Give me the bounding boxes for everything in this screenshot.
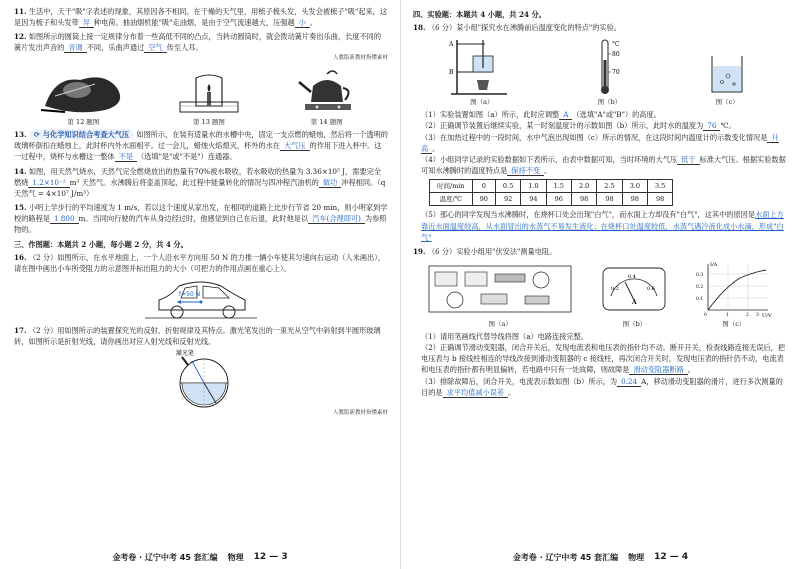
table-row [430,193,673,206]
table-cell: 92 [495,193,520,206]
figure-19a [425,260,575,329]
answer-blank: 1.2×10⁻² [28,178,69,188]
question-number: 13. [14,130,27,140]
answer-blank: A [559,110,572,120]
temperature-table [429,179,673,206]
page-number: 12 — 3 [253,552,288,563]
figure-caption: 图（c） [715,98,739,107]
question-number: 19. [413,246,426,256]
question-text: 。 [508,387,516,397]
table-cell: 3.0 [622,180,647,193]
source-stamp: 人教版新教材指懂素材 [332,410,388,417]
question-text: 小明上学步行的平均速度为 1 m/s，若以这个速度从家出发，在相同的道路上比步行节省 20 min，则小明家到学校的路程是 [14,203,388,224]
axis-label: I/A [709,261,718,268]
question-text: 的作用下进入杯中。这一过程中，烧杯与水槽这一整体 [14,141,382,162]
scale-tick: 70 [612,69,621,77]
question-number: 15. [14,203,27,213]
question-number: 11. [14,7,27,16]
source-stamp: 人教版新教材指懂素材 [332,54,388,61]
question-number: 12. [14,32,27,42]
tick-label: 2 [745,312,749,318]
meter-tick: 0.6 [647,285,656,292]
link-icon: ⟳ [33,130,40,140]
table-cell: 1.0 [521,180,546,193]
question-text: （3）在加热过程中的一段时间，水中气泡出现如图（c）所示的情况，在这段时间内温度计的示数变化情况是 [421,132,768,142]
thermometer-illustration [584,36,634,96]
question-18-part-2 [413,120,786,131]
answer-blank: 滑动变阻器断路 [629,365,687,375]
ammeter-illustration [599,260,669,318]
question-18-part-4 [413,154,786,176]
music-box-illustration [35,66,131,116]
question-19 [413,246,786,398]
boiling-apparatus-illustration [447,36,517,96]
question-number: 16. [14,252,27,262]
candle-cup-illustration [174,66,244,116]
question-text: ℃。 [720,121,736,131]
table-cell: 1.5 [546,180,571,193]
scale-unit: °C [612,41,621,49]
figure-caption: 图（a） [470,98,494,107]
right-page [400,0,800,569]
question-text: （2 分）用如图所示的装置探究光的反射、折射规律及其特点。激光笔发出的一束光从空气中斜射到半圆形玻璃砖，如图所示是折射光线，请你画出对应入射光线和反射光线。 [14,326,381,347]
iu-graph [694,260,774,318]
question-text: m。当同向行驶的汽车从身边经过时，他感觉到自己在后退，此时他是以 [78,214,309,224]
series-title: 金考卷 · 辽宁中考 45 套汇编 [112,552,218,562]
question-text: （4）小组同学记录的实验数据如下表所示，由表中数据可知，当时环境的大气压 [421,154,678,164]
series-title: 金考卷 · 辽宁中考 45 套汇编 [512,552,619,562]
figure-13 [174,66,244,127]
figures-18 [413,35,786,107]
question-text: 如图所示的圆筒上接一定规律分布着一些高低不同的凸点，当转动圆筒时，就会拨动簧片奏出乐曲，长度不同的簧片发出声音的 [14,32,382,53]
meter-tick: 0.4 [628,273,637,280]
figures-12-14 [14,65,388,127]
figure-17 [14,347,388,409]
answer-blank: 保持不变 [507,166,544,176]
table-cell: 96 [546,193,571,206]
question-text: 。 [687,365,695,375]
figure-caption: 第 12 题图 [67,118,100,127]
question-text: 如图所示，在装有适量水的水槽中央，固定一支点燃的蜡烛，然后将一个透明的玻璃杯倒扣在蜡烛上，此时杯内外水面相平。过一会儿，蜡烛火焰熄灭，杯外的水在 [14,130,388,151]
question-number: 18. [413,23,426,33]
question-18-part-1 [413,109,786,120]
question-text: 种电荷。抽油烟机能"吸"走油烟，是由于空气流速越大，压强越 [93,18,295,28]
force-label: f=50 N [179,291,201,299]
topic-badge [29,129,134,140]
question-14 [14,166,388,199]
tick-label: 3 [755,312,759,318]
tick-label: 1 [725,312,729,318]
figure-caption: 第 13 题图 [193,118,225,127]
section-heading: 四、实验题：本题共 4 小题，共 24 分。 [413,10,546,19]
question-13 [14,129,388,162]
question-text: （6 分）某小组"探究水在沸腾前后温度变化的特点"的实验。 [427,23,621,33]
refraction-apparatus-illustration [146,347,256,409]
figure-18c [702,36,752,107]
question-text: （5）那心的同学发现当水沸腾时，在烧杯口处会出现"白气"，而水面上方却没有"白气"，这其中的原因是 [421,210,756,220]
question-text: 冲程相同。（q天然气 = 4×10⁷ J/m³） [14,177,386,198]
answer-blank: 异 [79,18,94,28]
tick-label: 0.1 [695,296,703,302]
figure-caption: 图（b） [597,98,622,107]
question-18 [413,22,786,243]
car-illustration [141,274,261,322]
figure-14 [287,66,367,127]
subject-label: 物理 [628,552,645,562]
table-cell: 2.5 [597,180,622,193]
subject-label: 物理 [227,552,244,562]
table-cell: 98 [597,193,622,206]
question-19-part-1: （1）请用笔画线代替导线将图（a）电路连接完整。 [421,332,588,341]
table-header: 温度/℃ [430,193,473,206]
scale-tick: 80 [612,51,621,59]
answer-blank: 求平均值减小误差 [443,388,509,398]
badge-label: 与化学知识结合考查大气压 [42,130,130,140]
answer-blank: 音调 [64,43,86,53]
question-text: （1）实验装置如图（a）所示，此时应调整 [421,110,560,120]
figure-caption: 第 14 题图 [310,118,343,127]
question-text: 为参照物的。 [14,214,387,235]
section-heading: 三、作图题：本题共 2 小题，每小题 2 分，共 4 分。 [14,239,188,249]
right-footer [401,551,800,565]
question-text: 如图，用天然气烧水，天然气完全燃烧放出的热量有70%被水吸收，若水吸收的热量为 3.36×10⁵ J，需要完全燃烧 [14,166,381,187]
figure-19c [694,260,774,329]
answer-text: 水面上方靠近水面温度较高，从水面冒出的水蒸气不易发生液化；在烧杯口处温度较低，水蒸气遇冷液化成小水滴，形成"白气" [421,210,784,242]
question-19-part-2 [413,342,786,375]
page-number: 12 — 4 [654,552,689,563]
tick-label: 0 [703,312,707,318]
left-footer [0,551,400,565]
question-17 [14,325,388,418]
figure-12 [35,66,131,127]
question-text: A，移动滑动变阻器的滑片，进行多次测量的目的是 [421,376,783,397]
question-text: （2）正确调节滑动变阻器，闭合开关后，发现电流表和电压表的指针均不动。断开开关，检查线路连接无误后，把电压表与 b 接线柱相连的导线改接到滑动变阻器的 c 接线柱，再次闭合开关时，发现电压表的指针仍不动，电流表和电压表的指针都有明显偏转，若电路中只有一处故障，则故障是 [421,343,785,375]
answer-blank: 空气 [144,43,166,53]
question-text: （6 分）实验小组用"伏安法"测量电阻。 [427,246,557,256]
question-text: 。 [309,18,317,28]
table-cell: 98 [647,193,672,206]
question-text: 不同，乐曲声通过 [86,43,145,53]
svg-text:A: A [448,41,454,49]
question-15 [14,202,388,235]
axis-label: U/V [761,312,772,318]
answer-blank: 不是 [115,152,137,162]
table-row [430,180,673,193]
svg-text:B: B [448,69,454,77]
table-cell: 0 [472,180,495,193]
question-11 [14,6,388,28]
table-cell: 90 [472,193,495,206]
question-12 [14,31,388,62]
circuit-illustration [425,260,575,318]
table-cell: 0.5 [495,180,520,193]
answer-blank: 76 [703,121,720,131]
table-cell: 3.5 [647,180,672,193]
table-cell: 98 [622,193,647,206]
question-text: 。 [544,166,552,176]
question-text: （选填"A"或"B"）的高度。 [572,110,661,120]
question-text: 。 [432,143,440,153]
question-number: 14. [14,166,27,176]
question-text: 传至人耳。 [166,43,203,53]
question-text: 生活中，天干"吸"字表述的现象，其原因各不相同。在干燥的天气里，用梳子梳头发，头发会被梳子"吸"起来，这是因为梳子和头发带 [14,7,388,28]
question-text: （2 分）如图所示，在水平地面上，一个人沿水平方向用 50 N 的力推一辆小车使其匀速向右运动（人未画出），请在图中画出小车所受阻力的示意图并标出阻力的大小（可把力的作用点画在重心上）。 [14,252,385,273]
figure-caption: 图（c） [722,319,746,328]
answer-blank: 0.24 [617,377,641,387]
question-text: （选填"是"或"不是"）连通器。 [137,152,237,162]
question-16 [14,252,388,322]
answer-blank: 1 800 [50,214,79,224]
figure-18b [584,36,634,107]
tick-label: 0.3 [695,272,703,278]
table-cell: 98 [571,193,596,206]
kettle-illustration [287,66,367,116]
answer-blank: 小 [295,18,310,28]
figure-16 [14,274,388,322]
figure-caption: 图（b） [622,319,647,328]
answer-blank: 大气压 [280,141,310,151]
answer-blank: 升高 [421,132,779,153]
question-text: （3）排除故障后，闭合开关，电流表示数如图（b）所示，为 [421,376,618,386]
table-cell: 2.0 [571,180,596,193]
figure-19b [599,260,669,329]
answer-blank: 做功 [319,178,341,188]
question-text: m³ 天然气。水沸腾后将壶盖顶起，此过程中能量转化的情况与四冲程汽油机的 [69,177,319,187]
table-header: 时间/min [430,180,473,193]
question-number: 17. [14,326,27,336]
meter-tick: 0.2 [611,285,620,292]
tick-label: 0.2 [695,284,703,290]
figures-19 [413,259,786,329]
question-text: （2）正确调节装置后继续实验，某一时刻温度计的示数如图（b）所示，此时水的温度为 [421,121,704,131]
answer-blank: 低于 [677,155,699,165]
question-18-part-3 [413,132,786,154]
laser-pen-label: 激光笔 [176,350,195,358]
table-cell: 94 [521,193,546,206]
figure-18a [447,36,517,107]
question-18-part-5 [413,209,786,242]
figure-caption: 图（a） [488,319,512,328]
question-19-part-3 [413,376,786,398]
answer-blank: 汽车(合理即可) [308,214,365,224]
meter-unit: A [632,298,638,306]
question-text: 标准大气压。根据实验数据可知水沸腾时的温度特点是 [421,154,786,176]
beaker-bubbles-illustration [702,36,752,96]
